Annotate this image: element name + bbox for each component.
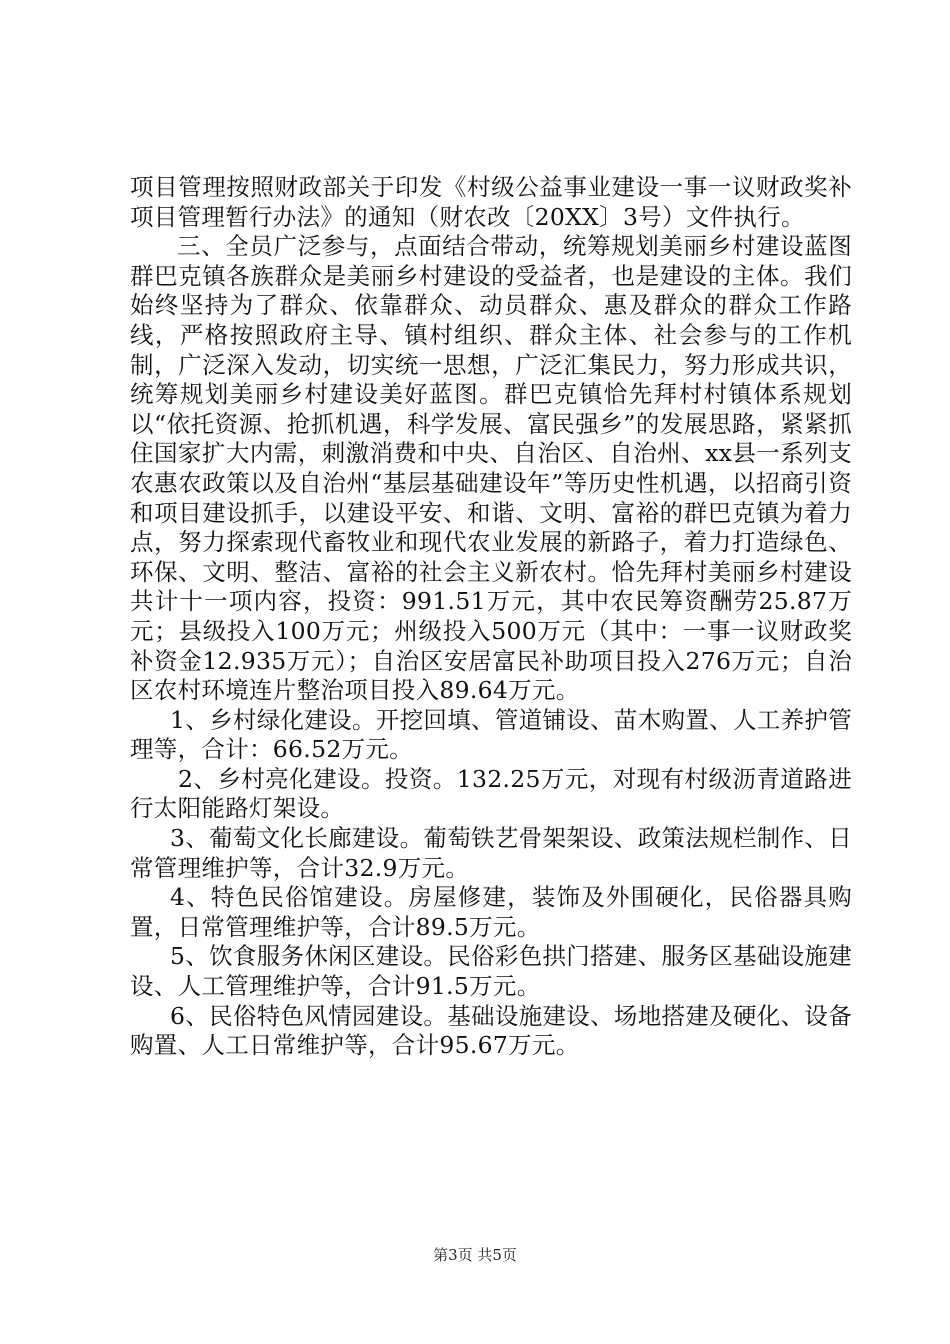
document-body	[130, 173, 852, 1061]
list-item-folk-museum: 4、特色民俗馆建设。房屋修建，装饰及外围硬化，民俗器具购置，日常管理维护等，合计89.5万元。	[130, 883, 852, 941]
list-item-folk-custom-garden: 6、民俗特色风情园建设。基础设施建设、场地搭建及硬化、设备购置、人工日常维护等，合计95.67万元。	[130, 1001, 852, 1060]
page-footer	[0, 1244, 950, 1265]
page-number-label: 第3页 共5页	[433, 1246, 517, 1264]
paragraph-section-three: 三、全员广泛参与，点面结合带动，统筹规划美丽乡村建设蓝图群巴克镇各族群众是美丽乡村建设的受益者，也是建设的主体。我们始终坚持为了群众、依靠群众、动员群众、惠及群众的群众工作路线，严格按照政府主导、镇村组织、群众主体、社会参与的工作机制，广泛深入发动，切实统一思想，广泛汇集民力，努力形成共识，统筹规划美丽乡村建设美好蓝图。群巴克镇恰先拜村村镇体系规划以“依托资源、抢抓机遇，科学发展、富民强乡”的发展思路，紧紧抓住国家扩大内需，刺激消费和中央、自治区、自治州、xx县一系列支农惠农政策以及自治州“基层基础建设年”等历史性机遇，以招商引资和项目建设抓手，以建设平安、和谐、文明、富裕的群巴克镇为着力点，努力探索现代畜牧业和现代农业发展的新路子，着力打造绿色、环保、文明、整洁、富裕的社会主义新农村。恰先拜村美丽乡村建设共计十一项内容，投资：991.51万元，其中农民筹资酬劳25.87万元；县级投入100万元；州级投入500万元（其中：一事一议财政奖补资金12.935万元）；自治区安居富民补助项目投入276万元；自治区农村环境连片整治项目投入89.64万元。	[130, 232, 852, 705]
paragraph-continuation: 项目管理按照财政部关于印发《村级公益事业建设一事一议财政奖补项目管理暂行办法》的通知（财农改〔20XX〕3号）文件执行。	[130, 173, 852, 231]
list-item-grape-corridor: 3、葡萄文化长廊建设。葡萄铁艺骨架架设、政策法规栏制作、日常管理维护等，合计32.9万元。	[130, 824, 852, 882]
list-item-lighting: 2、乡村亮化建设。投资。132.25万元，对现有村级沥青道路进行太阳能路灯架设。	[130, 764, 852, 823]
list-item-food-leisure-area: 5、饮食服务休闲区建设。民俗彩色拱门搭建、服务区基础设施建设、人工管理维护等，合计91.5万元。	[130, 942, 852, 1001]
list-item-greening: 1、乡村绿化建设。开挖回填、管道铺设、苗木购置、人工养护管理等，合计：66.52万元。	[130, 705, 852, 764]
